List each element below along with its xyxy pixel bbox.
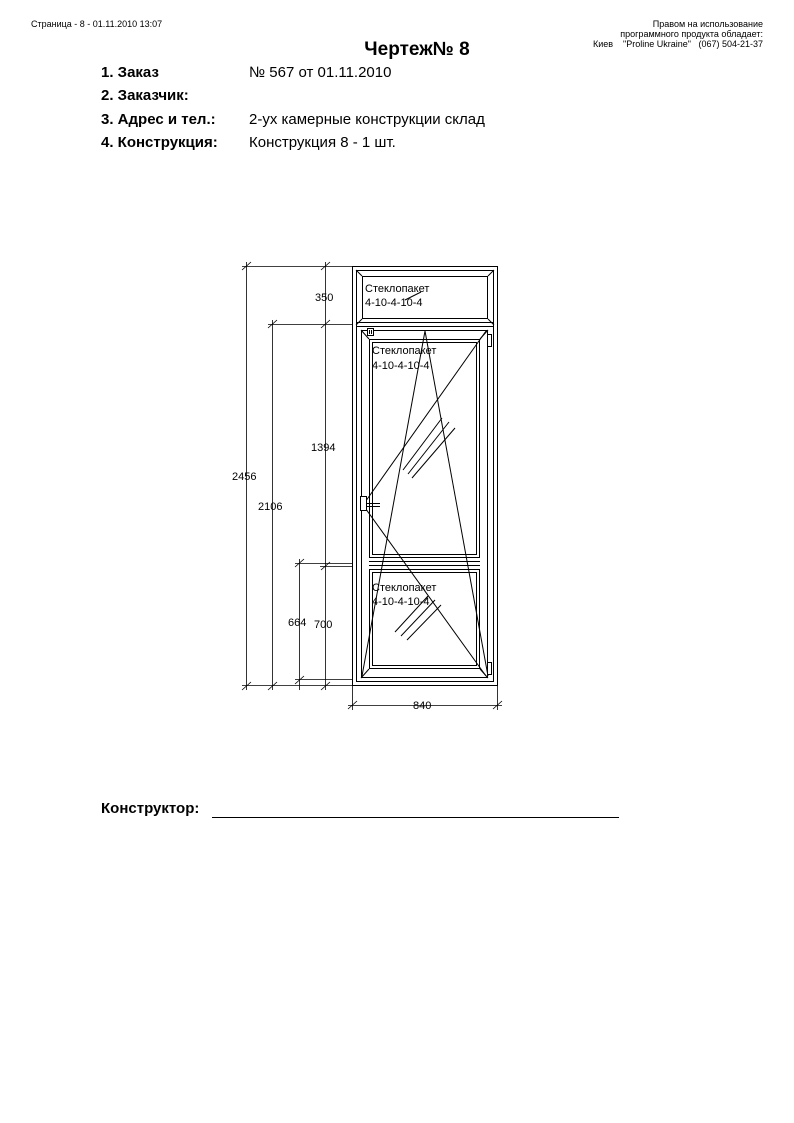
glass-label-upper-type: Стеклопакет — [372, 345, 437, 357]
constructor-signature-line — [212, 817, 619, 818]
rights-line-3: Киев "Proline Ukraine" (067) 504-21-37 — [592, 39, 763, 49]
outer-frame — [353, 267, 498, 686]
dim-width: 840 — [413, 700, 432, 712]
door-sash — [362, 331, 488, 678]
glass-label-lower-type: Стеклопакет — [372, 582, 437, 594]
handle-icon — [361, 497, 367, 511]
upper-glass — [370, 340, 480, 558]
glass-label-transom-spec: 4-10-4-10-4 — [365, 297, 423, 309]
dim-lower-section: 700 — [314, 619, 333, 631]
field-label-address: 3. Адрес и тел.: — [101, 111, 216, 128]
field-label-customer: 2. Заказчик: — [101, 87, 189, 104]
tilt-line-right — [425, 331, 488, 676]
dim-top-panel: 350 — [315, 292, 334, 304]
dim-door-height: 2106 — [258, 501, 283, 513]
dim-lower-glass: 664 — [288, 617, 307, 629]
dim-upper-section: 1394 — [311, 442, 336, 454]
glass-label-upper-spec: 4-10-4-10-4 — [372, 360, 430, 372]
rights-line-2: программного продукта обладает: — [620, 29, 763, 39]
page-title: Чертеж№ 8 — [364, 39, 470, 60]
field-value-address: 2-ух камерные конструкции склад — [249, 111, 485, 128]
glass-label-lower-spec: 4-10-4-10-4 — [372, 596, 430, 608]
field-label-construction: 4. Конструкция: — [101, 134, 218, 151]
turn-line-top — [363, 331, 486, 505]
constructor-label: Конструктор: — [101, 800, 200, 817]
page-info: Страница - 8 - 01.11.2010 13:07 — [31, 19, 163, 29]
field-label-order: 1. Заказ — [101, 64, 159, 81]
glass-label-transom-type: Стеклопакет — [365, 283, 430, 295]
hinge-top-icon — [488, 335, 492, 347]
dim-overall-height: 2456 — [232, 471, 257, 483]
hinge-bottom-icon — [488, 663, 492, 675]
field-value-construction: Конструкция 8 - 1 шт. — [249, 134, 396, 151]
rights-line-1: Правом на использование — [652, 19, 763, 29]
field-value-order: № 567 от 01.11.2010 — [249, 64, 392, 81]
